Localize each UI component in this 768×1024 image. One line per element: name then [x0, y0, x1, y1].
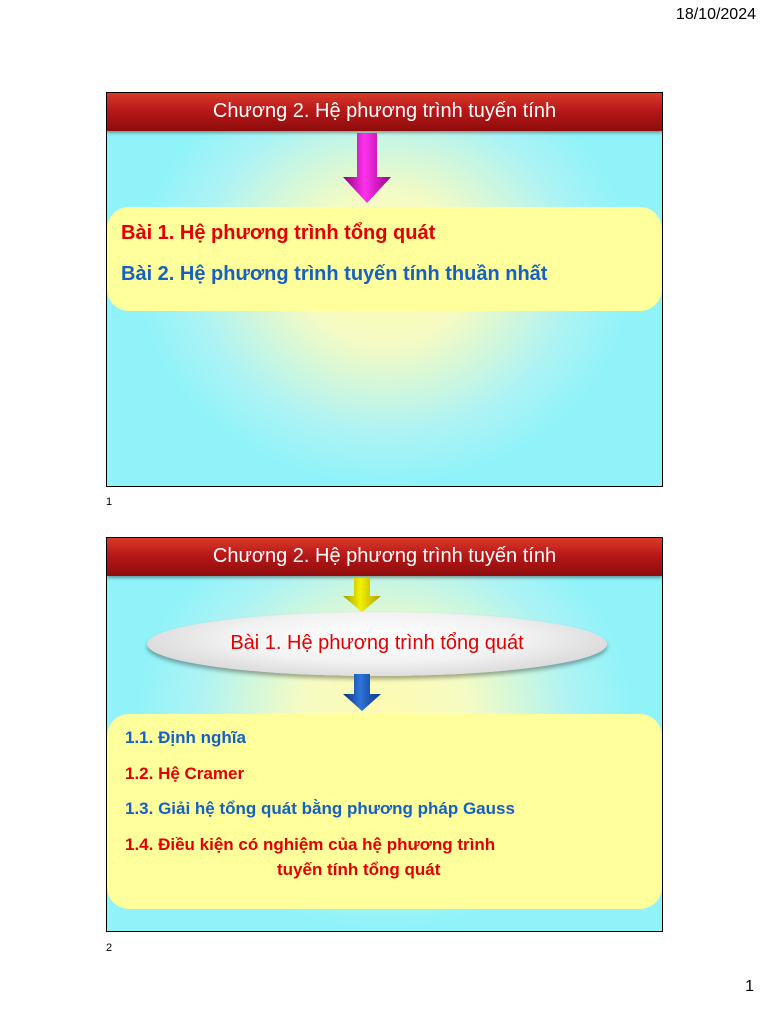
- page-number: 1: [745, 978, 754, 995]
- lesson-1: Bài 1. Hệ phương trình tổng quát: [121, 222, 436, 244]
- lesson-2: Bài 2. Hệ phương trình tuyến tính thuần nhất: [121, 263, 548, 285]
- section-1-1: 1.1. Định nghĩa: [125, 728, 246, 747]
- slide-number: 1: [106, 496, 113, 508]
- slide-2: [106, 537, 663, 932]
- slide-number: 2: [106, 942, 113, 954]
- section-1-3: 1.3. Giải hệ tổng quát bằng phương pháp Gauss: [125, 799, 515, 818]
- slide-title: Chương 2. Hệ phương trình tuyến tính: [107, 93, 662, 131]
- lesson-heading: Bài 1. Hệ phương trình tổng quát: [147, 612, 607, 676]
- section-list-box: [107, 714, 662, 909]
- section-1-4-continued: tuyến tính tổng quát: [277, 860, 441, 879]
- slide-1: [106, 92, 663, 487]
- page-date: 18/10/2024: [675, 6, 756, 23]
- section-1-4: 1.4. Điều kiện có nghiệm của hệ phương trình: [125, 835, 496, 854]
- arrow-down-icon: [341, 578, 383, 612]
- arrow-down-icon: [341, 674, 383, 712]
- arrow-down-icon: [341, 133, 393, 205]
- slide-title: Chương 2. Hệ phương trình tuyến tính: [107, 538, 662, 576]
- section-1-2: 1.2. Hệ Cramer: [125, 764, 245, 783]
- lesson-list-box: [107, 207, 662, 311]
